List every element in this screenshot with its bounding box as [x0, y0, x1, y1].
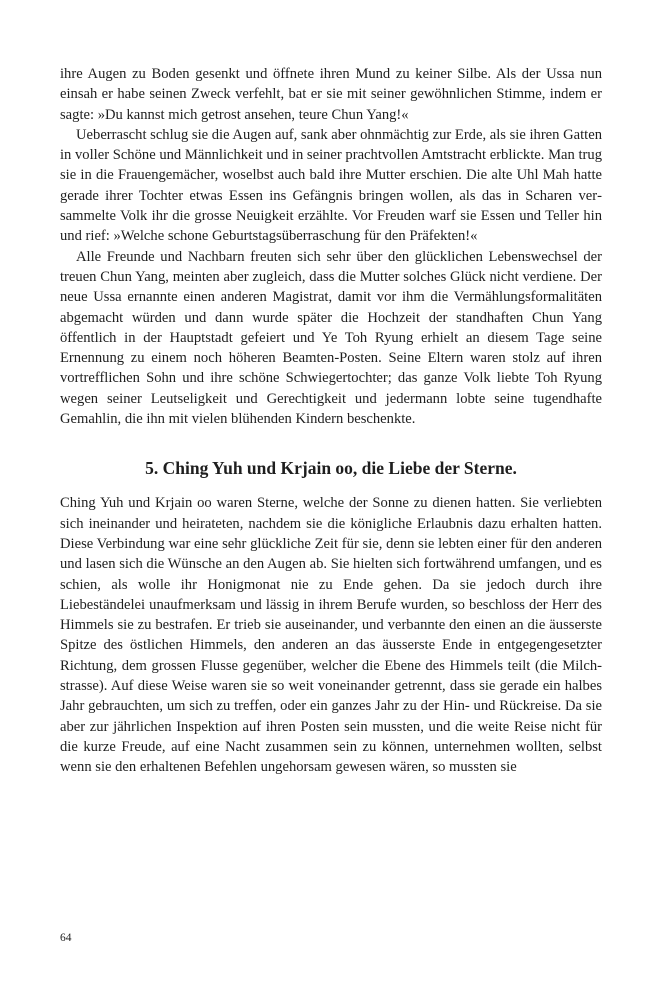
section-heading: 5. Ching Yuh und Krjain oo, die Liebe der Sterne. [145, 458, 517, 479]
paragraph-2: Ueberrascht schlug sie die Augen auf, sank aber ohnmächtig zur Erde, als sie ihren Gatten in voller Schöne und Männlichkeit und in seiner prachtvollen Amtstracht erblickte. Man trug sie in die Frauengemächer, woselbst auch bald ihre Mutter erschien. Die alte Uhl Mah hatte gerade ihrer Tochter etwas Essen ins Gefängnis bringen wollen, als das in Scharen versammelte Volk ihr die grosse Neuigkeit erzählte. Vor Freuden warf sie Essen und Teller hin und rief: »Welche schone Geburtstagsüberraschung für den Präfekten!« [60, 126, 603, 245]
paragraph-3: Alle Freunde und Nachbarn freuten sich sehr über den glücklichen Lebenswechsel der treuen Chun Yang, meinten aber zugleich, dass die Mutter solches Glück nicht verdiene. Der neue Ussa ernannte einen anderen Magistrat, damit vor ihm die Vermählungsformalitäten abgemacht würden und dann wurde später die Hochzeit der standhaften Chun Yang öffentlich in der Hauptstadt gefeiert und Ye Toh Ryung erhielt an diesem Tage seine Ernennung zu einem noch höheren Beamten-Posten. Seine Eltern waren stolz auf ihren vortrefflichen Sohn und ihre schöne Schwiegertochter; das ganze Volk liebte Toh Ryung wegen seiner Leutseligkeit und Gerechtigkeit und jedermann lobte seine tugendhafte Gemahlin, die ihn mit vielen blühenden Kindern beschenkte. [60, 248, 602, 428]
page-body [60, 64, 602, 778]
paragraph-4: Ching Yuh und Krjain oo waren Sterne, welche der Sonne zu dienen hatten. Sie verliebten sich ineinander und heirateten, nachdem sie die königliche Erlaubnis dazu erhalten hatten. Diese Verbindung war eine sehr glückliche Zeit für sie, denn sie lebten einer für den anderen und lasen sich die Wünsche an den Augen ab. Sie hielten sich fortwährend umfangen, und es schien, als wolle ihr Honigmonat nie zu Ende gehen. Da sie jedoch durch ihre Liebeständelei unaufmerksam und lässig in ihrem Berufe wurden, so beschloss der Herr des Himmels sie zu bestrafen. Er trieb sie auseinander, und verbannte den einen an die äusserste Spitze des östlichen Himmels, den anderen an das äusserste Ende in entgegengesetzter Richtung, dem grossen Flusse gegenüber, welcher die Ebene des Himmels teilt (die Milchstrasse). Auf diese Weise waren sie so weit voneinander getrennt, dass sie gerade ein halbes Jahr gebrauchten, um sich zu treffen, oder ein ganzes Jahr zu der Hin- und Rückreise. Da sie aber zur jährlichen Inspektion auf ihren Posten sein mussten, und die weite Reise nicht für die kurze Freude, auf eine Nacht zusammen sein zu können, unternehmen wollten, selbst wenn sie den erhaltenen Befehlen ungehorsam gewesen wären, so mussten sie [60, 495, 602, 776]
page-number: 64 [60, 932, 72, 944]
paragraph-1: ihre Augen zu Boden gesenkt und öffnete ihren Mund zu keiner Silbe. Als der Ussa nun einsah er habe seinen Zweck verfehlt, bat er sie mit seiner gewöhnlichen Stimme, indem er sagte: »Du kannst mich getrost ansehen, teure Chun Yang!« [60, 66, 602, 123]
